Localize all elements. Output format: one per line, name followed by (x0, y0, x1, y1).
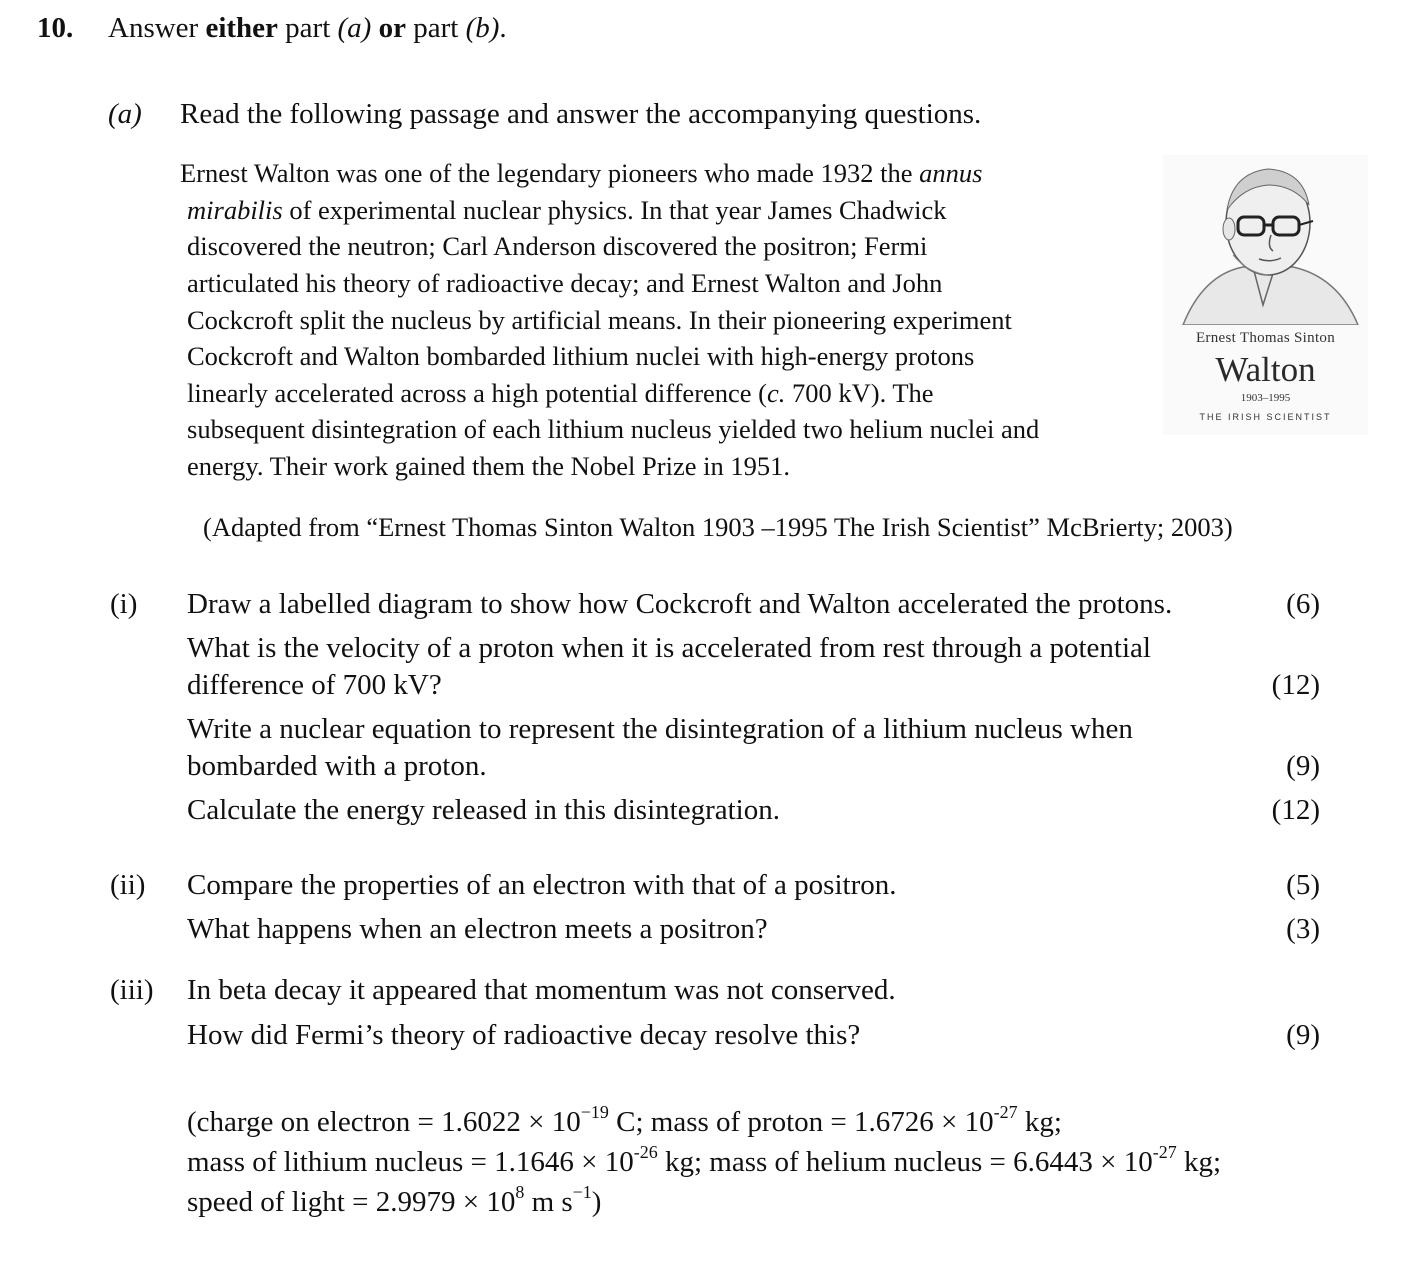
sub-i-q3-line2: bombarded with a proton. (187, 750, 487, 782)
exponent: -27 (1152, 1141, 1177, 1162)
exponent: 8 (515, 1181, 525, 1202)
intro-or: or (378, 12, 406, 44)
sub-i-label: (i) (110, 588, 138, 620)
intro-either: either (205, 12, 278, 44)
constants-text: kg; (1017, 1106, 1062, 1138)
passage-text: Ernest Walton was one of the legendary pioneers who made 1932 the (180, 158, 920, 188)
constants-line-1 (187, 1101, 1062, 1139)
cover-name: Ernest Thomas Sinton (1195, 330, 1336, 346)
passage-line: energy. Their work gained them the Nobel Prize in 1951. (187, 451, 790, 481)
sub-iii-label: (iii) (110, 974, 154, 1006)
sub-i-q2-line2: difference of 700 kV? (187, 669, 442, 701)
passage-line: subsequent disintegration of each lithium nucleus yielded two helium nuclei and (187, 414, 1040, 444)
constants-text: C; mass of proton = 1.6726 × 10 (608, 1106, 994, 1138)
sub-i-q2-line1: What is the velocity of a proton when it is accelerated from rest through a potential (187, 632, 1151, 664)
passage-line (180, 158, 983, 189)
question-intro (108, 12, 507, 45)
passage-line (187, 378, 934, 409)
constants-line-3 (187, 1181, 602, 1219)
sub-iii-q1: In beta decay it appeared that momentum was not conserved. (187, 974, 896, 1006)
sub-ii-label: (ii) (110, 869, 146, 901)
sub-i-q4: Calculate the energy released in this disintegration. (187, 794, 780, 826)
part-a-instruction: Read the following passage and answer the accompanying questions. (180, 98, 982, 130)
cover-dates: 1903–1995 (1240, 392, 1291, 404)
sub-iii-q2: How did Fermi’s theory of radioactive decay resolve this? (187, 1019, 861, 1051)
intro-text (371, 12, 378, 44)
mark: (5) (1286, 869, 1320, 901)
portrait-icon (1163, 155, 1368, 325)
exponent: −19 (580, 1101, 609, 1122)
sub-ii-q2: What happens when an electron meets a positron? (187, 913, 768, 945)
mark: (9) (1286, 1019, 1320, 1051)
cover-tagline: THE IRISH SCIENTIST (1199, 412, 1332, 422)
question-number: 10. (37, 12, 74, 44)
sub-i-q3-line1: Write a nuclear equation to represent the disintegration of a lithium nucleus when (187, 713, 1133, 745)
exponent: -26 (633, 1141, 658, 1162)
intro-part-a: (a) (337, 12, 372, 44)
passage-line (187, 195, 946, 226)
exponent: -27 (993, 1101, 1018, 1122)
constants-line-2 (187, 1141, 1222, 1179)
constants-text: speed of light = 2.9979 × 10 (187, 1186, 516, 1218)
constants-text: mass of lithium nucleus = 1.1646 × 10 (187, 1146, 634, 1178)
passage-text: of experimental nuclear physics. In that year James Chadwick (282, 195, 947, 225)
mark: (12) (1271, 794, 1320, 826)
part-a-label: (a) (108, 98, 142, 130)
passage-line: discovered the neutron; Carl Anderson discovered the positron; Fermi (187, 231, 928, 261)
constants-text: kg; (1176, 1146, 1222, 1178)
constants-text: ) (591, 1186, 602, 1218)
intro-text: Answer (108, 12, 206, 44)
intro-part-b: (b) (465, 12, 500, 44)
passage-italic: c. (767, 378, 786, 408)
exponent: −1 (572, 1181, 592, 1202)
intro-text: . (499, 12, 507, 44)
mark: (6) (1286, 588, 1320, 620)
mark: (3) (1286, 913, 1320, 945)
mark: (12) (1271, 669, 1320, 701)
passage-line: Cockcroft and Walton bombarded lithium nuclei with high-energy protons (187, 341, 975, 371)
intro-text: part (277, 12, 338, 44)
passage-line: Cockcroft split the nucleus by artificial means. In their pioneering experiment (187, 305, 1012, 335)
passage-text: linearly accelerated across a high potential difference ( (187, 378, 767, 408)
passage-text: 700 kV). The (785, 378, 934, 408)
sub-i-q1: Draw a labelled diagram to show how Cockcroft and Walton accelerated the protons. (187, 588, 1173, 620)
mark: (9) (1286, 750, 1320, 782)
constants-text: m s (524, 1186, 573, 1218)
constants-text: (charge on electron = 1.6022 × 10 (187, 1106, 581, 1138)
passage-source: (Adapted from “Ernest Thomas Sinton Walton 1903 –1995 The Irish Scientist” McBrierty; 2003) (203, 512, 1233, 542)
passage-line: articulated his theory of radioactive decay; and Ernest Walton and John (187, 268, 943, 298)
constants-text: kg; mass of helium nucleus = 6.6443 × 10 (657, 1146, 1153, 1178)
passage-italic: annus (919, 158, 983, 188)
intro-text: part (405, 12, 466, 44)
sub-ii-q1: Compare the properties of an electron with that of a positron. (187, 869, 897, 901)
book-cover (1163, 155, 1368, 435)
passage-italic: mirabilis (187, 195, 283, 225)
cover-title: Walton (1215, 350, 1316, 389)
